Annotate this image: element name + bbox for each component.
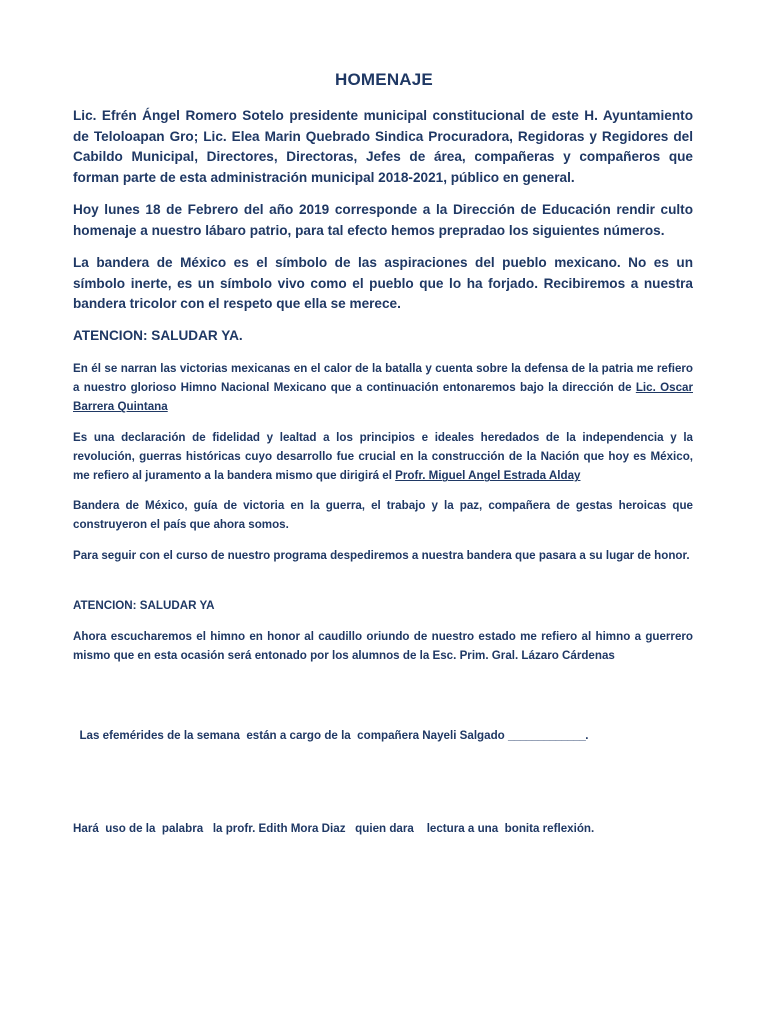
oath-director-name: Profr. Miguel Angel Estrada Alday	[395, 469, 581, 483]
paragraph-farewell-flag: Para seguir con el curso de nuestro programa despediremos a nuestra bandera que pasara a su lugar de honor.	[73, 549, 690, 562]
paragraph-oath	[73, 428, 693, 486]
anthem-director-name: Lic. Oscar Barrera Quintana	[73, 381, 693, 414]
paragraph-ephemerides	[73, 726, 693, 745]
paragraph-attention-2: ATENCION: SALUDAR YA	[73, 599, 215, 612]
paragraph-guerrero-anthem: Ahora escucharemos el himno en honor al caudillo oriundo de nuestro estado me refiero al himno a guerrero mismo que en esta ocasión será entonado por los alumnos de la Esc. Prim. Gral. Lázaro Cárdenas	[73, 630, 693, 663]
paragraph-greeting: Lic. Efrén Ángel Romero Sotelo presidente municipal constitucional de este H. Ayuntamiento de Teloloapan Gro; Lic. Elea Marin Quebrado Sindica Procuradora, Regidoras y Regidores del Cabildo Municipal, Directores, Directoras, Jefes de área, compañeras y compañeros que forman parte de esta administración municipal 2018-2021, público en general.	[73, 108, 693, 186]
paragraph-oath-text: Es una declaración de fidelidad y lealtad a los principios e ideales heredados de la independencia y la revolución, guerras históricas cuyo desarrollo fue crucial en la construcción de la Nación que hoy es México, me refiero al juramento a la bandera mismo que dirigirá el	[73, 431, 693, 483]
paragraph-anthem	[73, 359, 693, 417]
paragraph-attention-1: ATENCION: SALUDAR YA.	[73, 328, 243, 343]
paragraph-ephemerides-text: Las efemérides de la semana están a cargo de la compañera Nayeli Salgado	[73, 729, 508, 742]
paragraph-flag-symbol: La bandera de México es el símbolo de las aspiraciones del pueblo mexicano. No es un símbolo inerte, es un símbolo vivo como el pueblo que lo ha forjado. Recibiremos a nuestra bandera tricolor con el respeto que ella se merece.	[73, 255, 693, 312]
paragraph-flag-oath-text: Bandera de México, guía de victoria en la guerra, el trabajo y la paz, compañera de gestas heroicas que construyeron el país que ahora somos.	[73, 499, 693, 532]
paragraph-announcement: Hoy lunes 18 de Febrero del año 2019 corresponde a la Dirección de Educación rendir culto homenaje a nuestro lábaro patrio, para tal efecto hemos prepradao los siguientes números.	[73, 202, 693, 238]
signature-blank-line: _____________.	[507, 729, 589, 742]
paragraph-anthem-text: En él se narran las victorias mexicanas en el calor de la batalla y cuenta sobre la defensa de la patria me refiero a nuestro glorioso Himno Nacional Mexicano que a continuación entonaremos bajo la dirección de	[73, 362, 693, 395]
document-title: HOMENAJE	[335, 70, 433, 89]
paragraph-reflection: Hará uso de la palabra la profr. Edith Mora Diaz quien dara lectura a una bonita reflexión.	[73, 822, 595, 835]
